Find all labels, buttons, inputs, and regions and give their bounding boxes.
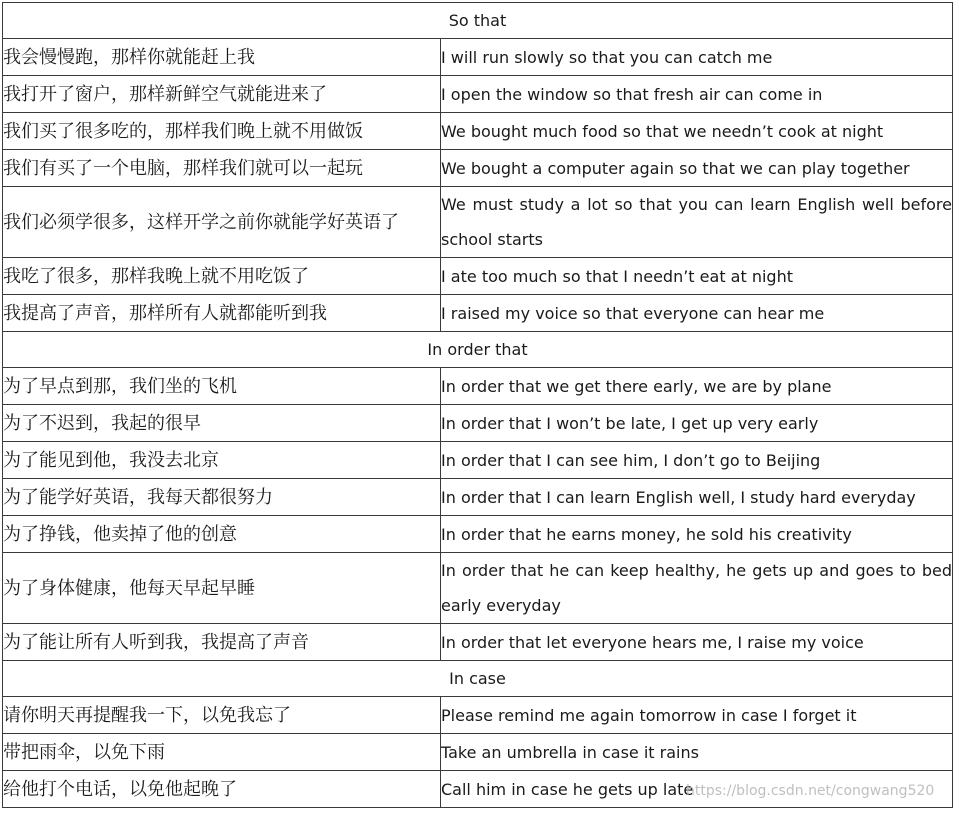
chinese-sentence: 我们必须学很多，这样开学之前你就能学好英语了 [3,187,441,258]
chinese-sentence: 请你明天再提醒我一下，以免我忘了 [3,697,441,734]
section-header: In case [3,661,953,697]
chinese-sentence: 带把雨伞，以免下雨 [3,734,441,771]
table-row [3,405,953,442]
chinese-sentence: 为了挣钱，他卖掉了他的创意 [3,516,441,553]
chinese-sentence: 为了身体健康，他每天早起早睡 [3,553,441,624]
chinese-sentence: 我吃了很多，那样我晚上就不用吃饭了 [3,258,441,295]
chinese-sentence: 给他打个电话，以免他起晚了 [3,771,441,808]
table-row [3,734,953,771]
english-translation: In order that he earns money, he sold his creativity [441,516,953,553]
table-row [3,187,953,258]
chinese-sentence: 我会慢慢跑，那样你就能赶上我 [3,39,441,76]
section-header-row [3,661,953,697]
table-row [3,295,953,332]
chinese-sentence: 为了能见到他，我没去北京 [3,442,441,479]
chinese-sentence: 我们买了很多吃的，那样我们晚上就不用做饭 [3,113,441,150]
section-header-row [3,3,953,39]
table-row [3,479,953,516]
section-header-row [3,332,953,368]
chinese-sentence: 我提高了声音，那样所有人就都能听到我 [3,295,441,332]
english-translation: In order that I can learn English well, I study hard everyday [441,479,953,516]
english-translation: We must study a lot so that you can learn English well before school starts [441,187,953,258]
section-header: So that [3,3,953,39]
english-translation: Please remind me again tomorrow in case I forget it [441,697,953,734]
chinese-sentence: 为了早点到那，我们坐的飞机 [3,368,441,405]
table-row [3,697,953,734]
english-translation: In order that I can see him, I don’t go to Beijing [441,442,953,479]
english-translation: I will run slowly so that you can catch me [441,39,953,76]
chinese-sentence: 我打开了窗户，那样新鲜空气就能进来了 [3,76,441,113]
english-translation: In order that he can keep healthy, he gets up and goes to bed early everyday [441,553,953,624]
chinese-sentence: 我们有买了一个电脑，那样我们就可以一起玩 [3,150,441,187]
english-translation: In order that we get there early, we are by plane [441,368,953,405]
english-translation: I raised my voice so that everyone can hear me [441,295,953,332]
table-row [3,553,953,624]
english-translation: In order that I won’t be late, I get up very early [441,405,953,442]
english-translation: I open the window so that fresh air can come in [441,76,953,113]
table-row [3,624,953,661]
chinese-sentence: 为了能让所有人听到我，我提高了声音 [3,624,441,661]
english-translation: I ate too much so that I needn’t eat at night [441,258,953,295]
chinese-sentence: 为了能学好英语，我每天都很努力 [3,479,441,516]
table-row [3,368,953,405]
table-row [3,442,953,479]
english-translation: We bought much food so that we needn’t cook at night [441,113,953,150]
english-translation: Take an umbrella in case it rains [441,734,953,771]
table-row [3,39,953,76]
table-row [3,258,953,295]
english-translation: In order that let everyone hears me, I raise my voice [441,624,953,661]
table-row [3,516,953,553]
table-row [3,76,953,113]
watermark: https://blog.csdn.net/congwang520 [686,783,935,799]
english-translation: Call him in case he gets up late [441,771,953,808]
english-translation: We bought a computer again so that we can play together [441,150,953,187]
table-row [3,150,953,187]
phrase-table [2,2,953,808]
chinese-sentence: 为了不迟到，我起的很早 [3,405,441,442]
section-header: In order that [3,332,953,368]
table-row [3,113,953,150]
